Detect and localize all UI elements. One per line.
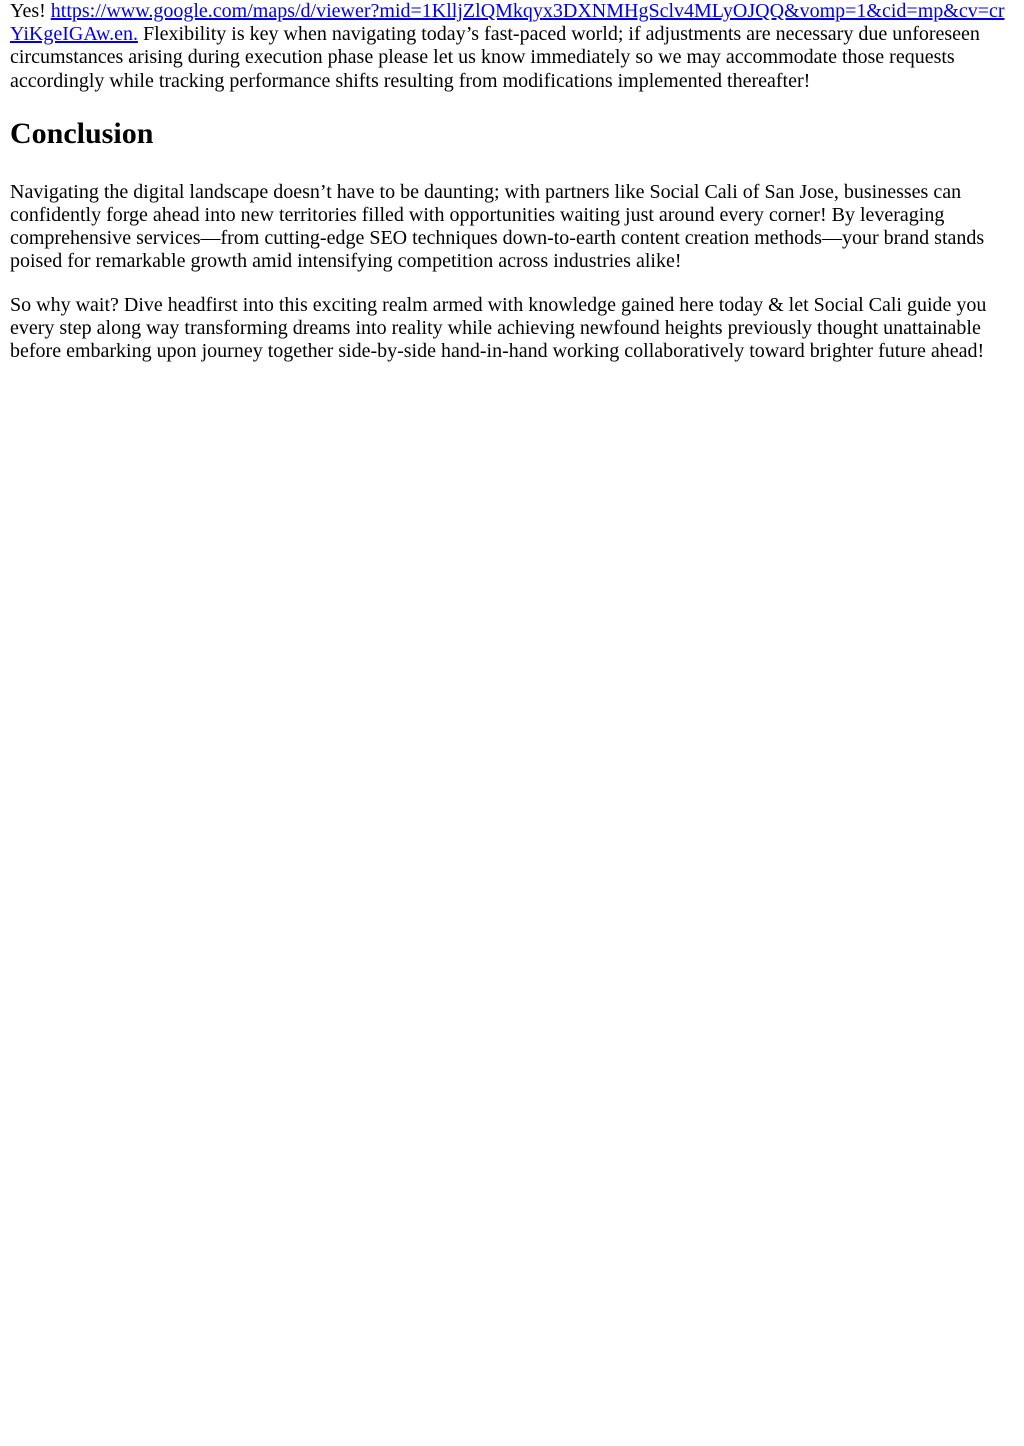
intro-rest: Flexibility is key when navigating today’s fast-paced world; if adjustments are necessary due unforeseen circumstances arising during execution phase please let us know immediately so we may accommodate those requests accordingly while tracking performance shifts resulting from modifications implemented thereafter! bbox=[10, 23, 980, 92]
intro-paragraph bbox=[10, 0, 1014, 93]
article-body bbox=[0, 0, 1024, 363]
conclusion-paragraph-1: Navigating the digital landscape doesn’t have to be daunting; with partners like Social Cali of San Jose, businesses can confidently forge ahead into new territories filled with opportunities waiting just around every corner! By leveraging comprehensive services—from cutting-edge SEO techniques down-to-earth content creation methods—your brand stands poised for remarkable growth amid intensifying competition across industries alike! bbox=[10, 180, 985, 273]
google-maps-link[interactable]: https://www.google.com/maps/d/viewer?mid=1KlljZlQMkqyx3DXNMHgSclv4MLyOJQQ&vomp=1&cid=mp&cv=crYiKgeIGAw.en. bbox=[10, 0, 1005, 46]
conclusion-paragraph-2: So why wait? Dive headfirst into this exciting realm armed with knowledge gained here today & let Social Cali guide you every step along way transforming dreams into reality while achieving newfound heights previously thought unattainable before embarking upon journey together side-by-side hand-in-hand working collaboratively toward brighter future ahead! bbox=[10, 293, 987, 363]
intro-lead: Yes! bbox=[10, 0, 51, 22]
conclusion-heading: Conclusion bbox=[10, 116, 154, 150]
